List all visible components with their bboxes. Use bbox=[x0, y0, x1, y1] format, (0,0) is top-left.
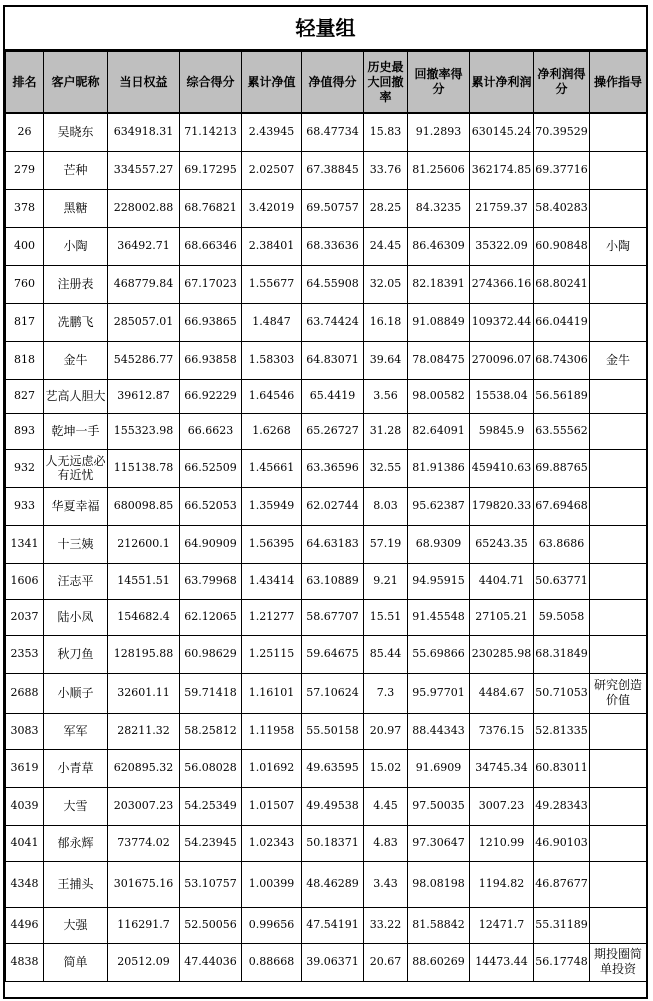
cell-drawdown-score: 97.50035 bbox=[408, 787, 470, 825]
cell-drawdown-score: 81.91386 bbox=[408, 449, 470, 487]
cell-rank: 1341 bbox=[6, 525, 44, 563]
table-row bbox=[6, 413, 647, 449]
cell-rank: 893 bbox=[6, 413, 44, 449]
cell-cum-nav: 2.02507 bbox=[242, 151, 302, 189]
header-total-score: 综合得分 bbox=[180, 52, 242, 114]
cell-cum-nav: 2.43945 bbox=[242, 113, 302, 151]
cell-drawdown-score: 94.95915 bbox=[408, 563, 470, 599]
cell-profit-score: 68.80241 bbox=[534, 265, 590, 303]
cell-guidance bbox=[590, 787, 647, 825]
cell-nav-score: 63.74424 bbox=[302, 303, 364, 341]
ranking-table bbox=[5, 51, 647, 982]
cell-guidance bbox=[590, 599, 647, 635]
cell-nickname: 郁永辉 bbox=[44, 825, 108, 861]
cell-cum-nav: 1.21277 bbox=[242, 599, 302, 635]
cell-cum-nav: 1.00399 bbox=[242, 861, 302, 907]
cell-rank: 817 bbox=[6, 303, 44, 341]
cell-rank: 818 bbox=[6, 341, 44, 379]
cell-nav-score: 68.33636 bbox=[302, 227, 364, 265]
cell-nickname: 汪志平 bbox=[44, 563, 108, 599]
cell-total-score: 68.66346 bbox=[180, 227, 242, 265]
table-row bbox=[6, 151, 647, 189]
cell-cum-profit: 630145.24 bbox=[470, 113, 534, 151]
cell-rank: 2037 bbox=[6, 599, 44, 635]
cell-max-drawdown: 57.19 bbox=[364, 525, 408, 563]
cell-profit-score: 59.5058 bbox=[534, 599, 590, 635]
cell-nickname: 艺高人胆大 bbox=[44, 379, 108, 413]
cell-total-score: 64.90909 bbox=[180, 525, 242, 563]
header-cum-profit: 累计净利润 bbox=[470, 52, 534, 114]
cell-cum-profit: 3007.23 bbox=[470, 787, 534, 825]
cell-drawdown-score: 91.45548 bbox=[408, 599, 470, 635]
header-nav-score: 净值得分 bbox=[302, 52, 364, 114]
cell-total-score: 58.25812 bbox=[180, 713, 242, 749]
cell-cum-nav: 1.11958 bbox=[242, 713, 302, 749]
cell-profit-score: 69.88765 bbox=[534, 449, 590, 487]
cell-nav-score: 64.55908 bbox=[302, 265, 364, 303]
cell-nav-score: 69.50757 bbox=[302, 189, 364, 227]
cell-drawdown-score: 88.44343 bbox=[408, 713, 470, 749]
header-max-drawdown: 历史最大回撤率 bbox=[364, 52, 408, 114]
cell-cum-nav: 1.64546 bbox=[242, 379, 302, 413]
cell-rank: 4348 bbox=[6, 861, 44, 907]
cell-drawdown-score: 98.08198 bbox=[408, 861, 470, 907]
cell-equity: 39612.87 bbox=[108, 379, 180, 413]
cell-nav-score: 67.38845 bbox=[302, 151, 364, 189]
table-row bbox=[6, 189, 647, 227]
cell-guidance bbox=[590, 413, 647, 449]
cell-equity: 32601.11 bbox=[108, 673, 180, 713]
cell-cum-nav: 3.42019 bbox=[242, 189, 302, 227]
cell-guidance bbox=[590, 713, 647, 749]
cell-equity: 301675.16 bbox=[108, 861, 180, 907]
cell-max-drawdown: 32.55 bbox=[364, 449, 408, 487]
cell-profit-score: 68.74306 bbox=[534, 341, 590, 379]
cell-nickname: 十三姨 bbox=[44, 525, 108, 563]
cell-drawdown-score: 95.62387 bbox=[408, 487, 470, 525]
cell-cum-profit: 12471.7 bbox=[470, 907, 534, 943]
cell-cum-profit: 14473.44 bbox=[470, 943, 534, 981]
cell-rank: 760 bbox=[6, 265, 44, 303]
cell-max-drawdown: 15.51 bbox=[364, 599, 408, 635]
cell-profit-score: 46.87677 bbox=[534, 861, 590, 907]
cell-guidance bbox=[590, 487, 647, 525]
cell-drawdown-score: 86.46309 bbox=[408, 227, 470, 265]
cell-max-drawdown: 4.83 bbox=[364, 825, 408, 861]
cell-guidance bbox=[590, 189, 647, 227]
cell-max-drawdown: 33.22 bbox=[364, 907, 408, 943]
header-nickname: 客户昵称 bbox=[44, 52, 108, 114]
cell-cum-profit: 179820.33 bbox=[470, 487, 534, 525]
cell-equity: 212600.1 bbox=[108, 525, 180, 563]
cell-profit-score: 55.31189 bbox=[534, 907, 590, 943]
cell-guidance bbox=[590, 265, 647, 303]
cell-cum-profit: 59845.9 bbox=[470, 413, 534, 449]
table-row bbox=[6, 825, 647, 861]
cell-profit-score: 67.69468 bbox=[534, 487, 590, 525]
cell-total-score: 66.52053 bbox=[180, 487, 242, 525]
table-row bbox=[6, 303, 647, 341]
cell-nav-score: 55.50158 bbox=[302, 713, 364, 749]
cell-nav-score: 62.02744 bbox=[302, 487, 364, 525]
header-guidance: 操作指导 bbox=[590, 52, 647, 114]
cell-profit-score: 56.17748 bbox=[534, 943, 590, 981]
ranking-sheet bbox=[3, 5, 648, 999]
cell-nickname: 秋刀鱼 bbox=[44, 635, 108, 673]
cell-nickname: 小青草 bbox=[44, 749, 108, 787]
cell-nav-score: 64.63183 bbox=[302, 525, 364, 563]
cell-cum-nav: 2.38401 bbox=[242, 227, 302, 265]
cell-rank: 4496 bbox=[6, 907, 44, 943]
cell-cum-nav: 1.01507 bbox=[242, 787, 302, 825]
header-drawdown-score: 回撤率得分 bbox=[408, 52, 470, 114]
table-row bbox=[6, 341, 647, 379]
cell-cum-profit: 15538.04 bbox=[470, 379, 534, 413]
cell-cum-profit: 7376.15 bbox=[470, 713, 534, 749]
cell-profit-score: 50.71053 bbox=[534, 673, 590, 713]
table-row bbox=[6, 635, 647, 673]
table-row bbox=[6, 563, 647, 599]
cell-max-drawdown: 28.25 bbox=[364, 189, 408, 227]
cell-total-score: 71.14213 bbox=[180, 113, 242, 151]
cell-drawdown-score: 84.3235 bbox=[408, 189, 470, 227]
cell-total-score: 68.76821 bbox=[180, 189, 242, 227]
header-cum-nav: 累计净值 bbox=[242, 52, 302, 114]
cell-rank: 400 bbox=[6, 227, 44, 265]
cell-nav-score: 68.47734 bbox=[302, 113, 364, 151]
cell-total-score: 54.25349 bbox=[180, 787, 242, 825]
cell-total-score: 67.17023 bbox=[180, 265, 242, 303]
cell-rank: 3619 bbox=[6, 749, 44, 787]
cell-cum-profit: 362174.85 bbox=[470, 151, 534, 189]
cell-equity: 203007.23 bbox=[108, 787, 180, 825]
cell-cum-profit: 1210.99 bbox=[470, 825, 534, 861]
header-profit-score: 净利润得分 bbox=[534, 52, 590, 114]
cell-drawdown-score: 81.25606 bbox=[408, 151, 470, 189]
cell-nickname: 军军 bbox=[44, 713, 108, 749]
cell-profit-score: 66.04419 bbox=[534, 303, 590, 341]
cell-cum-nav: 1.43414 bbox=[242, 563, 302, 599]
cell-nickname: 王捕头 bbox=[44, 861, 108, 907]
cell-rank: 933 bbox=[6, 487, 44, 525]
cell-rank: 4041 bbox=[6, 825, 44, 861]
cell-cum-profit: 4484.67 bbox=[470, 673, 534, 713]
cell-drawdown-score: 91.2893 bbox=[408, 113, 470, 151]
cell-rank: 932 bbox=[6, 449, 44, 487]
cell-profit-score: 46.90103 bbox=[534, 825, 590, 861]
table-row bbox=[6, 673, 647, 713]
cell-nav-score: 47.54191 bbox=[302, 907, 364, 943]
cell-equity: 115138.78 bbox=[108, 449, 180, 487]
cell-max-drawdown: 9.21 bbox=[364, 563, 408, 599]
cell-guidance bbox=[590, 113, 647, 151]
table-header bbox=[6, 52, 647, 114]
cell-cum-profit: 35322.09 bbox=[470, 227, 534, 265]
cell-drawdown-score: 91.6909 bbox=[408, 749, 470, 787]
cell-nickname: 芒种 bbox=[44, 151, 108, 189]
table-row bbox=[6, 487, 647, 525]
table-row bbox=[6, 113, 647, 151]
cell-nav-score: 50.18371 bbox=[302, 825, 364, 861]
cell-rank: 1606 bbox=[6, 563, 44, 599]
cell-total-score: 52.50056 bbox=[180, 907, 242, 943]
cell-nav-score: 65.26727 bbox=[302, 413, 364, 449]
cell-max-drawdown: 85.44 bbox=[364, 635, 408, 673]
cell-nav-score: 65.4419 bbox=[302, 379, 364, 413]
cell-guidance bbox=[590, 635, 647, 673]
cell-drawdown-score: 98.00582 bbox=[408, 379, 470, 413]
header-rank: 排名 bbox=[6, 52, 44, 114]
cell-cum-profit: 270096.07 bbox=[470, 341, 534, 379]
cell-equity: 36492.71 bbox=[108, 227, 180, 265]
table-row bbox=[6, 525, 647, 563]
cell-profit-score: 49.28343 bbox=[534, 787, 590, 825]
cell-rank: 4039 bbox=[6, 787, 44, 825]
cell-guidance bbox=[590, 749, 647, 787]
cell-nickname: 吴晓东 bbox=[44, 113, 108, 151]
cell-equity: 545286.77 bbox=[108, 341, 180, 379]
cell-equity: 468779.84 bbox=[108, 265, 180, 303]
table-row bbox=[6, 907, 647, 943]
cell-equity: 620895.32 bbox=[108, 749, 180, 787]
header-equity: 当日权益 bbox=[108, 52, 180, 114]
cell-cum-profit: 230285.98 bbox=[470, 635, 534, 673]
cell-cum-nav: 1.35949 bbox=[242, 487, 302, 525]
cell-equity: 334557.27 bbox=[108, 151, 180, 189]
table-row bbox=[6, 227, 647, 265]
cell-profit-score: 63.8686 bbox=[534, 525, 590, 563]
cell-rank: 2688 bbox=[6, 673, 44, 713]
cell-total-score: 66.6623 bbox=[180, 413, 242, 449]
cell-cum-nav: 1.01692 bbox=[242, 749, 302, 787]
cell-nickname: 金牛 bbox=[44, 341, 108, 379]
cell-nickname: 人无远虑必有近忧 bbox=[44, 449, 108, 487]
cell-nav-score: 64.83071 bbox=[302, 341, 364, 379]
cell-nickname: 乾坤一手 bbox=[44, 413, 108, 449]
cell-rank: 2353 bbox=[6, 635, 44, 673]
cell-cum-nav: 1.16101 bbox=[242, 673, 302, 713]
cell-cum-nav: 0.88668 bbox=[242, 943, 302, 981]
cell-equity: 634918.31 bbox=[108, 113, 180, 151]
cell-guidance: 金牛 bbox=[590, 341, 647, 379]
cell-max-drawdown: 31.28 bbox=[364, 413, 408, 449]
cell-nav-score: 57.10624 bbox=[302, 673, 364, 713]
cell-total-score: 69.17295 bbox=[180, 151, 242, 189]
cell-drawdown-score: 82.18391 bbox=[408, 265, 470, 303]
cell-nickname: 注册表 bbox=[44, 265, 108, 303]
cell-max-drawdown: 7.3 bbox=[364, 673, 408, 713]
table-row bbox=[6, 861, 647, 907]
cell-cum-nav: 1.56395 bbox=[242, 525, 302, 563]
cell-max-drawdown: 33.76 bbox=[364, 151, 408, 189]
cell-drawdown-score: 78.08475 bbox=[408, 341, 470, 379]
cell-drawdown-score: 68.9309 bbox=[408, 525, 470, 563]
cell-max-drawdown: 3.43 bbox=[364, 861, 408, 907]
cell-drawdown-score: 91.08849 bbox=[408, 303, 470, 341]
table-row bbox=[6, 749, 647, 787]
cell-nav-score: 39.06371 bbox=[302, 943, 364, 981]
cell-total-score: 47.44036 bbox=[180, 943, 242, 981]
table-row bbox=[6, 713, 647, 749]
cell-nickname: 小陶 bbox=[44, 227, 108, 265]
cell-nickname: 陆小凤 bbox=[44, 599, 108, 635]
cell-nickname: 黑糖 bbox=[44, 189, 108, 227]
cell-cum-profit: 34745.34 bbox=[470, 749, 534, 787]
cell-profit-score: 58.40283 bbox=[534, 189, 590, 227]
table-row bbox=[6, 787, 647, 825]
cell-guidance bbox=[590, 525, 647, 563]
cell-guidance bbox=[590, 151, 647, 189]
cell-cum-profit: 65243.35 bbox=[470, 525, 534, 563]
cell-profit-score: 69.37716 bbox=[534, 151, 590, 189]
cell-equity: 228002.88 bbox=[108, 189, 180, 227]
table-row bbox=[6, 265, 647, 303]
cell-profit-score: 56.56189 bbox=[534, 379, 590, 413]
cell-profit-score: 68.31849 bbox=[534, 635, 590, 673]
cell-drawdown-score: 81.58842 bbox=[408, 907, 470, 943]
cell-nav-score: 63.10889 bbox=[302, 563, 364, 599]
cell-drawdown-score: 97.30647 bbox=[408, 825, 470, 861]
cell-cum-nav: 1.45661 bbox=[242, 449, 302, 487]
cell-guidance bbox=[590, 861, 647, 907]
cell-guidance bbox=[590, 303, 647, 341]
cell-equity: 73774.02 bbox=[108, 825, 180, 861]
cell-guidance: 研究创造价值 bbox=[590, 673, 647, 713]
table-row bbox=[6, 599, 647, 635]
cell-nickname: 大强 bbox=[44, 907, 108, 943]
cell-total-score: 54.23945 bbox=[180, 825, 242, 861]
cell-rank: 279 bbox=[6, 151, 44, 189]
cell-rank: 26 bbox=[6, 113, 44, 151]
cell-max-drawdown: 8.03 bbox=[364, 487, 408, 525]
cell-cum-profit: 274366.16 bbox=[470, 265, 534, 303]
cell-total-score: 66.93858 bbox=[180, 341, 242, 379]
cell-profit-score: 70.39529 bbox=[534, 113, 590, 151]
cell-rank: 4838 bbox=[6, 943, 44, 981]
cell-drawdown-score: 88.60269 bbox=[408, 943, 470, 981]
cell-nav-score: 63.36596 bbox=[302, 449, 364, 487]
cell-total-score: 56.08028 bbox=[180, 749, 242, 787]
cell-equity: 154682.4 bbox=[108, 599, 180, 635]
cell-cum-nav: 1.02343 bbox=[242, 825, 302, 861]
cell-cum-profit: 21759.37 bbox=[470, 189, 534, 227]
cell-total-score: 53.10757 bbox=[180, 861, 242, 907]
cell-cum-nav: 1.6268 bbox=[242, 413, 302, 449]
table-body bbox=[6, 113, 647, 981]
cell-equity: 285057.01 bbox=[108, 303, 180, 341]
cell-max-drawdown: 32.05 bbox=[364, 265, 408, 303]
cell-equity: 680098.85 bbox=[108, 487, 180, 525]
cell-equity: 14551.51 bbox=[108, 563, 180, 599]
cell-cum-nav: 1.58303 bbox=[242, 341, 302, 379]
cell-cum-nav: 1.25115 bbox=[242, 635, 302, 673]
cell-nickname: 冼鹏飞 bbox=[44, 303, 108, 341]
cell-rank: 827 bbox=[6, 379, 44, 413]
cell-guidance bbox=[590, 825, 647, 861]
table-row bbox=[6, 379, 647, 413]
table-row bbox=[6, 943, 647, 981]
cell-guidance bbox=[590, 379, 647, 413]
cell-profit-score: 50.63771 bbox=[534, 563, 590, 599]
cell-total-score: 66.52509 bbox=[180, 449, 242, 487]
cell-cum-nav: 0.99656 bbox=[242, 907, 302, 943]
cell-guidance bbox=[590, 563, 647, 599]
cell-rank: 378 bbox=[6, 189, 44, 227]
cell-profit-score: 63.55562 bbox=[534, 413, 590, 449]
cell-max-drawdown: 15.83 bbox=[364, 113, 408, 151]
cell-max-drawdown: 20.97 bbox=[364, 713, 408, 749]
cell-total-score: 59.71418 bbox=[180, 673, 242, 713]
cell-cum-profit: 1194.82 bbox=[470, 861, 534, 907]
cell-max-drawdown: 3.56 bbox=[364, 379, 408, 413]
cell-profit-score: 52.81335 bbox=[534, 713, 590, 749]
cell-total-score: 62.12065 bbox=[180, 599, 242, 635]
table-row bbox=[6, 449, 647, 487]
cell-cum-profit: 4404.71 bbox=[470, 563, 534, 599]
cell-total-score: 66.93865 bbox=[180, 303, 242, 341]
cell-equity: 155323.98 bbox=[108, 413, 180, 449]
cell-nickname: 华夏幸福 bbox=[44, 487, 108, 525]
cell-guidance: 期投圈简单投资 bbox=[590, 943, 647, 981]
cell-profit-score: 60.90848 bbox=[534, 227, 590, 265]
cell-total-score: 60.98629 bbox=[180, 635, 242, 673]
cell-max-drawdown: 4.45 bbox=[364, 787, 408, 825]
cell-equity: 128195.88 bbox=[108, 635, 180, 673]
cell-max-drawdown: 24.45 bbox=[364, 227, 408, 265]
cell-nickname: 小顺子 bbox=[44, 673, 108, 713]
sheet-title: 轻量组 bbox=[5, 7, 646, 51]
cell-rank: 3083 bbox=[6, 713, 44, 749]
cell-cum-profit: 27105.21 bbox=[470, 599, 534, 635]
cell-max-drawdown: 20.67 bbox=[364, 943, 408, 981]
cell-drawdown-score: 82.64091 bbox=[408, 413, 470, 449]
cell-equity: 28211.32 bbox=[108, 713, 180, 749]
cell-nav-score: 48.46289 bbox=[302, 861, 364, 907]
cell-cum-nav: 1.55677 bbox=[242, 265, 302, 303]
cell-cum-profit: 109372.44 bbox=[470, 303, 534, 341]
cell-equity: 116291.7 bbox=[108, 907, 180, 943]
cell-max-drawdown: 16.18 bbox=[364, 303, 408, 341]
cell-guidance bbox=[590, 907, 647, 943]
cell-drawdown-score: 95.97701 bbox=[408, 673, 470, 713]
header-row bbox=[6, 52, 647, 114]
cell-guidance bbox=[590, 449, 647, 487]
cell-total-score: 63.79968 bbox=[180, 563, 242, 599]
cell-nav-score: 49.49538 bbox=[302, 787, 364, 825]
cell-cum-profit: 459410.63 bbox=[470, 449, 534, 487]
cell-nickname: 大雪 bbox=[44, 787, 108, 825]
cell-drawdown-score: 55.69866 bbox=[408, 635, 470, 673]
cell-nickname: 简单 bbox=[44, 943, 108, 981]
cell-nav-score: 59.64675 bbox=[302, 635, 364, 673]
cell-cum-nav: 1.4847 bbox=[242, 303, 302, 341]
cell-equity: 20512.09 bbox=[108, 943, 180, 981]
cell-nav-score: 49.63595 bbox=[302, 749, 364, 787]
cell-total-score: 66.92229 bbox=[180, 379, 242, 413]
cell-max-drawdown: 15.02 bbox=[364, 749, 408, 787]
cell-profit-score: 60.83011 bbox=[534, 749, 590, 787]
cell-max-drawdown: 39.64 bbox=[364, 341, 408, 379]
cell-guidance: 小陶 bbox=[590, 227, 647, 265]
cell-nav-score: 58.67707 bbox=[302, 599, 364, 635]
